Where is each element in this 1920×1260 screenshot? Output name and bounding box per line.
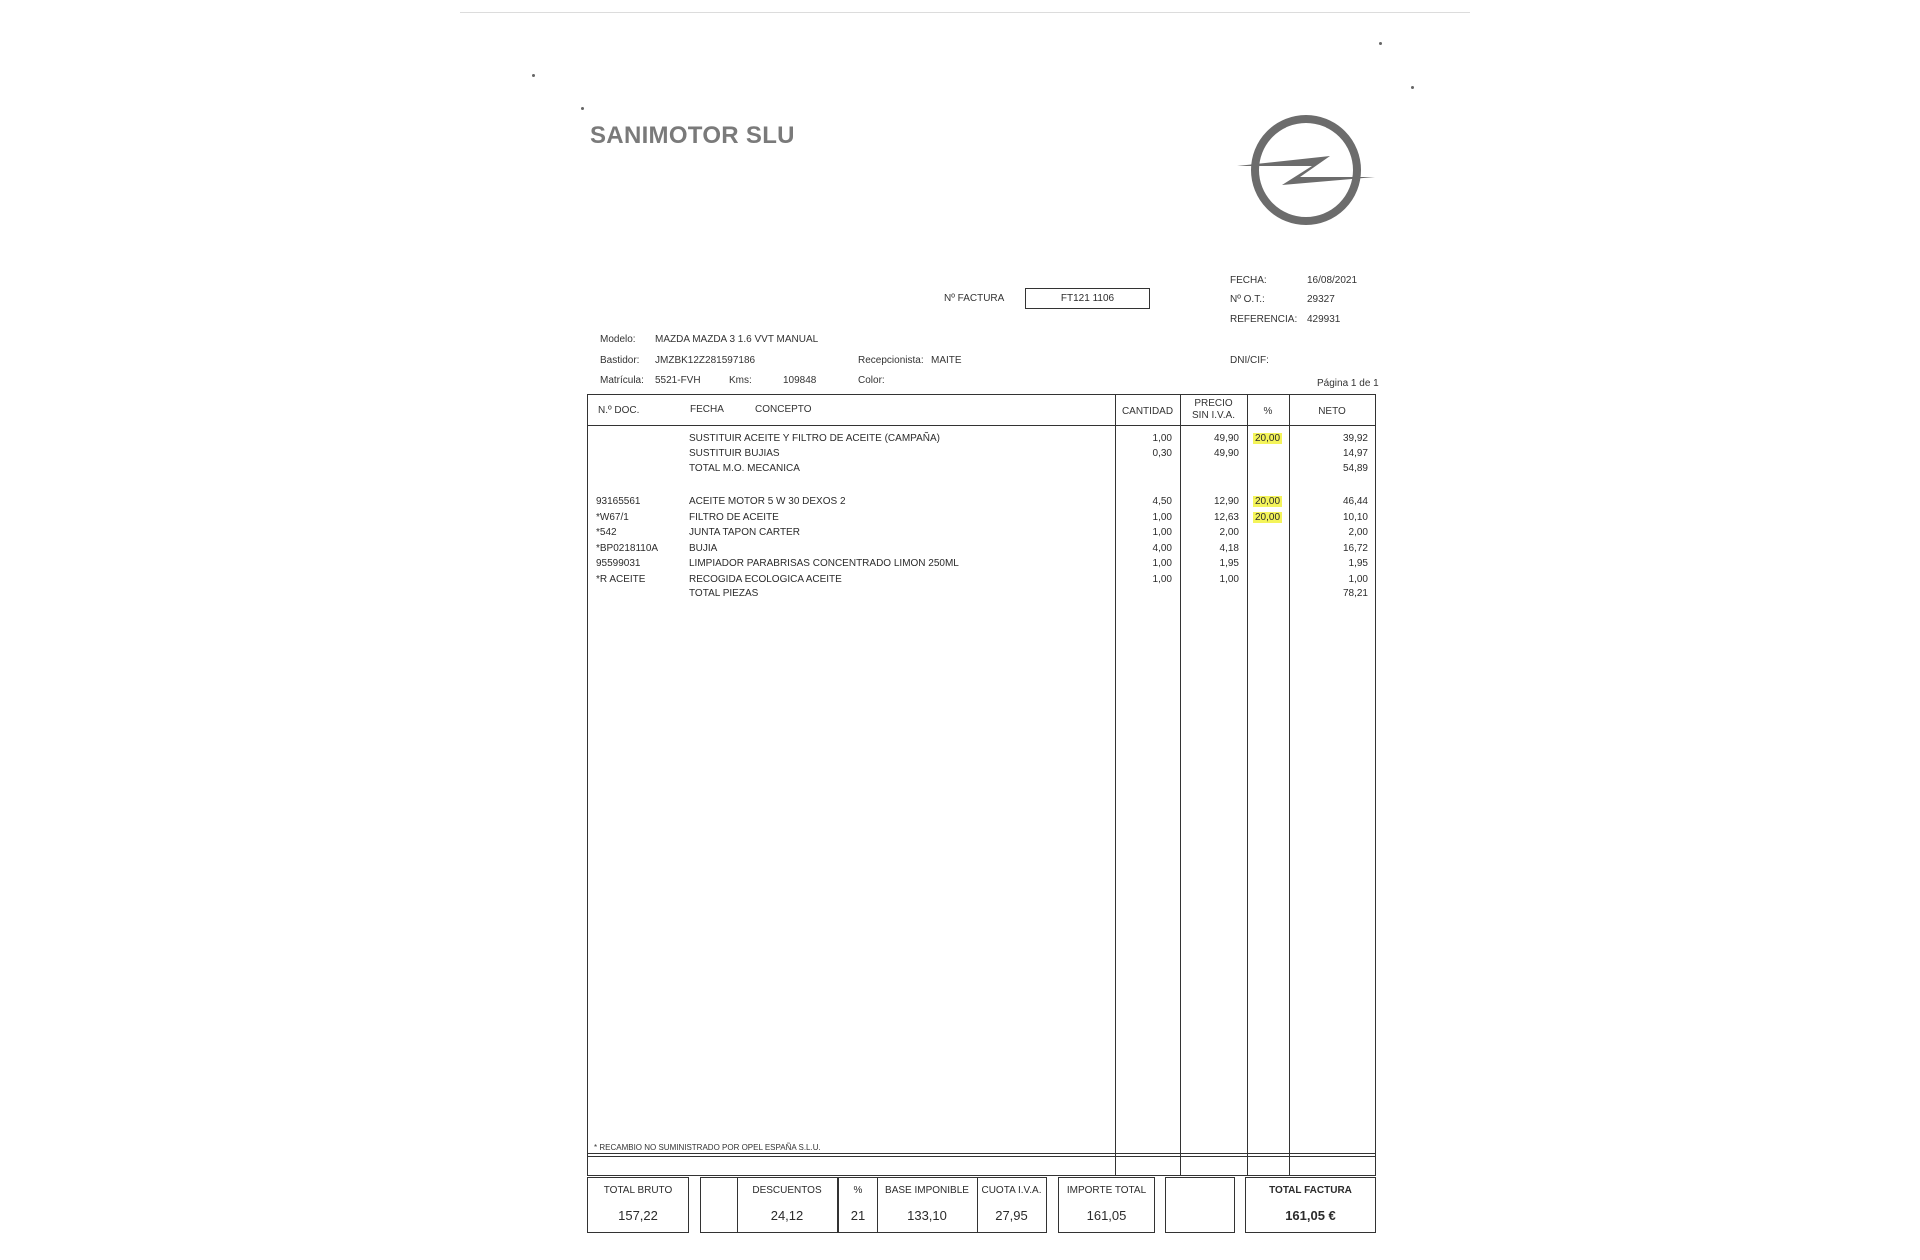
- table-row: [588, 588, 1375, 603]
- matricula-label: Matrícula:: [600, 375, 644, 386]
- scan-edge-line: [460, 12, 1470, 13]
- table-row: [588, 512, 1375, 527]
- cell-concepto: RECOGIDA ECOLOGICA ACEITE: [689, 574, 842, 585]
- cell-pct: 20,00: [1255, 433, 1281, 444]
- col-cantidad: CANTIDAD: [1121, 406, 1174, 417]
- cell-neto: 46,44: [1342, 496, 1368, 507]
- table-row: [588, 543, 1375, 558]
- cell-precio: 2,00: [1219, 527, 1239, 538]
- modelo-label: Modelo:: [600, 334, 636, 345]
- cell-cantidad: 1,00: [1152, 527, 1172, 538]
- col-concepto: CONCEPTO: [755, 404, 812, 415]
- cell-ndoc: 93165561: [596, 496, 641, 507]
- factura-number: FT121 1106: [1025, 288, 1150, 309]
- cell-concepto: FILTRO DE ACEITE: [689, 512, 779, 523]
- ot-value: 29327: [1307, 294, 1335, 305]
- importe-value: 161,05: [1086, 1208, 1127, 1223]
- cell-concepto: BUJIA: [689, 543, 718, 554]
- referencia-value: 429931: [1307, 314, 1341, 325]
- total-factura-value: 161,05 €: [1285, 1208, 1336, 1223]
- cell-neto: 54,89: [1342, 463, 1368, 474]
- dni-label: DNI/CIF:: [1230, 355, 1269, 366]
- fecha-value: 16/08/2021: [1307, 275, 1358, 286]
- kms-value: 109848: [783, 375, 817, 386]
- factura-label: Nº FACTURA: [944, 293, 1005, 304]
- bastidor-label: Bastidor:: [600, 355, 640, 366]
- cell-neto: 2,00: [1348, 527, 1368, 538]
- cell-precio: 12,90: [1213, 496, 1239, 507]
- cell-ndoc: *542: [596, 527, 617, 538]
- cell-neto: 16,72: [1342, 543, 1368, 554]
- base-value: 133,10: [907, 1208, 947, 1223]
- total-bruto-value: 157,22: [618, 1208, 658, 1223]
- total-factura-label: TOTAL FACTURA: [1269, 1185, 1352, 1196]
- cell-cantidad: 0,30: [1152, 448, 1172, 459]
- cell-precio: 1,00: [1219, 574, 1239, 585]
- col-pct: %: [1263, 406, 1273, 417]
- descuentos-label: DESCUENTOS: [752, 1185, 822, 1196]
- cell-precio: 49,90: [1213, 448, 1239, 459]
- cell-ndoc: 95599031: [596, 558, 641, 569]
- total-bruto-box: [587, 1177, 689, 1233]
- table-row: [588, 558, 1375, 573]
- cell-cantidad: 4,00: [1152, 543, 1172, 554]
- cell-cantidad: 1,00: [1152, 558, 1172, 569]
- col-neto: NETO: [1318, 406, 1346, 417]
- cell-neto: 39,92: [1342, 433, 1368, 444]
- cell-neto: 10,10: [1342, 512, 1368, 523]
- scan-speck: [581, 107, 584, 110]
- scan-speck: [1411, 86, 1414, 89]
- table-row: [588, 448, 1375, 463]
- cell-concepto: ACEITE MOTOR 5 W 30 DEXOS 2: [689, 496, 846, 507]
- cuota-label: CUOTA I.V.A.: [981, 1185, 1042, 1196]
- importe-label: IMPORTE TOTAL: [1066, 1185, 1147, 1196]
- table-row: [588, 574, 1375, 589]
- cell-neto: 1,95: [1348, 558, 1368, 569]
- cell-concepto: TOTAL PIEZAS: [689, 588, 759, 599]
- descuentos-value: 24,12: [770, 1208, 804, 1223]
- color-label: Color:: [858, 375, 885, 386]
- importe-box: [1058, 1177, 1155, 1233]
- table-row: [588, 496, 1375, 511]
- pct-value: 21: [850, 1208, 866, 1223]
- recepcionista-label: Recepcionista:: [858, 355, 924, 366]
- invoice-lines-table: [587, 394, 1376, 1176]
- cell-cantidad: 1,00: [1152, 433, 1172, 444]
- cell-pct: 20,00: [1255, 512, 1281, 523]
- opel-logo-icon: [1230, 110, 1380, 235]
- cell-precio: 4,18: [1219, 543, 1239, 554]
- total-factura-box: [1245, 1177, 1376, 1233]
- cell-concepto: SUSTITUIR ACEITE Y FILTRO DE ACEITE (CAMPAÑA): [689, 433, 940, 444]
- recepcionista-value: MAITE: [931, 355, 962, 366]
- cell-cantidad: 1,00: [1152, 512, 1172, 523]
- bastidor-value: JMZBK12Z281597186: [655, 355, 756, 366]
- company-name: SANIMOTOR SLU: [590, 122, 795, 149]
- descuentos-box: [700, 1177, 838, 1233]
- page-indicator: Página 1 de 1: [1317, 378, 1379, 389]
- cell-precio: 49,90: [1213, 433, 1239, 444]
- ot-label: Nº O.T.:: [1230, 294, 1265, 305]
- cell-concepto: TOTAL M.O. MECANICA: [689, 463, 800, 474]
- cell-cantidad: 1,00: [1152, 574, 1172, 585]
- pct-label: %: [853, 1185, 863, 1196]
- col-fecha: FECHA: [690, 404, 724, 415]
- cell-neto: 14,97: [1342, 448, 1368, 459]
- modelo-value: MAZDA MAZDA 3 1.6 VVT MANUAL: [655, 334, 819, 345]
- cell-neto: 1,00: [1348, 574, 1368, 585]
- cell-precio: 1,95: [1219, 558, 1239, 569]
- base-label: BASE IMPONIBLE: [885, 1185, 969, 1196]
- cell-precio: 12,63: [1213, 512, 1239, 523]
- empty-box: [1165, 1177, 1235, 1233]
- total-bruto-label: TOTAL BRUTO: [603, 1185, 673, 1196]
- footnote: * RECAMBIO NO SUMINISTRADO POR OPEL ESPAÑA S.L.U.: [594, 1143, 821, 1152]
- cell-ndoc: *BP0218110A: [596, 543, 659, 554]
- scan-speck: [532, 74, 535, 77]
- cell-cantidad: 4,50: [1152, 496, 1172, 507]
- table-row: [588, 527, 1375, 542]
- col-precio-sub: SIN I.V.A.: [1192, 410, 1235, 421]
- cell-concepto: SUSTITUIR BUJIAS: [689, 448, 780, 459]
- fecha-label: FECHA:: [1230, 275, 1267, 286]
- cell-ndoc: *W67/1: [596, 512, 629, 523]
- cell-ndoc: *R ACEITE: [596, 574, 646, 585]
- cell-pct: 20,00: [1255, 496, 1281, 507]
- iva-box: [838, 1177, 1047, 1233]
- cell-neto: 78,21: [1342, 588, 1368, 599]
- col-ndoc: N.º DOC.: [598, 405, 640, 416]
- table-row: [588, 463, 1375, 478]
- cell-concepto: JUNTA TAPON CARTER: [689, 527, 800, 538]
- referencia-label: REFERENCIA:: [1230, 314, 1298, 325]
- scan-speck: [1379, 42, 1382, 45]
- kms-label: Kms:: [729, 375, 752, 386]
- col-precio: PRECIO: [1194, 398, 1233, 409]
- matricula-value: 5521-FVH: [655, 375, 701, 386]
- cell-concepto: LIMPIADOR PARABRISAS CONCENTRADO LIMON 250ML: [689, 558, 959, 569]
- table-row: [588, 433, 1375, 448]
- cuota-value: 27,95: [995, 1208, 1028, 1223]
